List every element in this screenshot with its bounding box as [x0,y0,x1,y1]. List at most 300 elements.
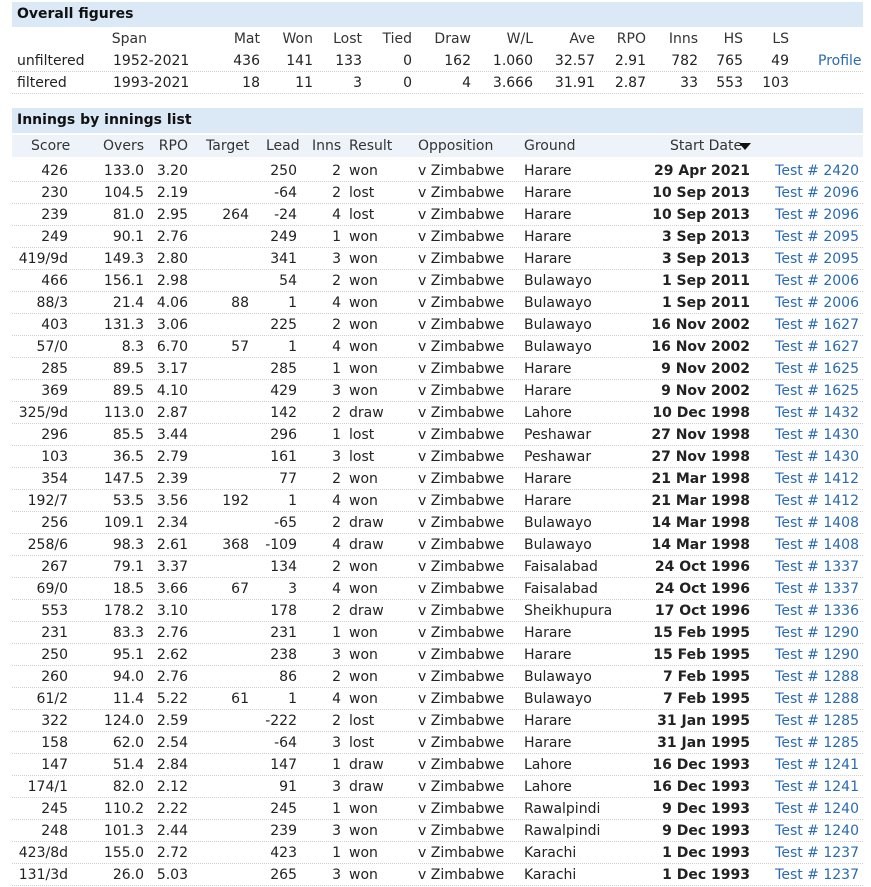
innings-result: won [349,669,378,685]
innings-ground: Harare [524,735,572,751]
overall-hs: 553 [716,75,743,91]
innings-opposition: v Zimbabwe [418,801,505,817]
overall-won: 11 [295,75,313,91]
overall-header-lost: Lost [333,31,362,47]
col-header-start-date[interactable]: Start Date [670,138,743,154]
innings-rpo: 5.22 [156,691,188,707]
innings-ground: Rawalpindi [524,823,601,839]
innings-start-date: 3 Sep 2013 [661,229,750,245]
innings-result: won [349,845,378,861]
innings-result: draw [349,603,384,619]
col-header-score[interactable]: Score [31,138,71,154]
col-header-target[interactable]: Target [206,138,250,154]
innings-test-link[interactable]: Test # 2096 [775,207,859,223]
innings-opposition: v Zimbabwe [418,603,505,619]
innings-rpo: 2.12 [156,779,188,795]
innings-test-link[interactable]: Test # 2006 [775,295,859,311]
overall-wl: 1.060 [492,53,533,69]
innings-ground: Harare [524,185,572,201]
innings-test-link[interactable]: Test # 1241 [775,779,859,795]
innings-overs: 36.5 [112,449,144,465]
innings-overs: 79.1 [112,559,144,575]
innings-rpo: 4.10 [156,383,188,399]
overall-draw: 162 [444,53,471,69]
innings-lead: 86 [279,669,297,685]
overall-ls: 49 [771,53,789,69]
innings-overs: 133.0 [103,163,144,179]
innings-result: draw [349,537,384,553]
innings-overs: 156.1 [103,273,144,289]
innings-lead: 54 [279,273,297,289]
innings-lead: 238 [270,647,297,663]
innings-rpo: 2.59 [156,713,188,729]
innings-ground: Harare [524,207,572,223]
overall-span: 1993-2021 [113,75,190,91]
innings-rpo: 2.76 [156,229,188,245]
innings-start-date: 24 Oct 1996 [654,581,750,597]
overall-header-ave: Ave [569,31,595,47]
innings-score: 245 [41,801,68,817]
innings-list-title: Innings by innings list [12,108,863,133]
innings-score: 285 [41,361,68,377]
innings-lead: 423 [270,845,297,861]
innings-score: 369 [41,383,68,399]
overall-header-draw: Draw [434,31,471,47]
innings-result: won [349,317,378,333]
innings-lead: 134 [270,559,297,575]
innings-lead: -222 [265,713,297,729]
innings-inns: 1 [332,361,341,377]
innings-ground: Harare [524,361,572,377]
innings-inns: 2 [332,471,341,487]
innings-rpo: 5.03 [156,867,188,883]
innings-inns: 3 [332,867,341,883]
innings-ground: Bulawayo [524,317,592,333]
innings-ground: Harare [524,647,572,663]
innings-overs: 26.0 [112,867,144,883]
innings-test-link[interactable]: Test # 1432 [775,405,859,421]
innings-rpo: 4.06 [156,295,188,311]
innings-rpo: 6.70 [156,339,188,355]
innings-opposition: v Zimbabwe [418,537,505,553]
col-header-opposition[interactable]: Opposition [418,138,494,154]
overall-figures-title: Overall figures [12,2,863,27]
innings-result: won [349,801,378,817]
innings-ground: Harare [524,229,572,245]
overall-row-label: unfiltered [17,53,85,69]
innings-inns: 2 [332,559,341,575]
innings-overs: 113.0 [103,405,144,421]
overall-lost: 133 [335,53,362,69]
overall-won: 141 [286,53,313,69]
sort-desc-icon[interactable] [739,143,751,150]
innings-start-date: 31 Jan 1995 [657,713,750,729]
innings-start-date: 16 Dec 1993 [652,779,750,795]
innings-start-date: 14 Mar 1998 [651,537,750,553]
innings-opposition: v Zimbabwe [418,273,505,289]
innings-inns: 2 [332,317,341,333]
innings-ground: Harare [524,493,572,509]
innings-overs: 124.0 [103,713,144,729]
innings-test-link[interactable]: Test # 1412 [775,471,859,487]
innings-score: 426 [41,163,68,179]
innings-rpo: 3.37 [156,559,188,575]
innings-opposition: v Zimbabwe [418,339,505,355]
innings-overs: 89.5 [112,383,144,399]
innings-inns: 2 [332,515,341,531]
innings-score: 403 [41,317,68,333]
innings-ground: Lahore [524,405,572,421]
overall-mat: 436 [233,53,260,69]
innings-opposition: v Zimbabwe [418,867,505,883]
innings-rpo: 3.10 [156,603,188,619]
innings-inns: 1 [332,845,341,861]
innings-score: 260 [41,669,68,685]
innings-test-link[interactable]: Test # 1336 [775,603,859,619]
innings-ground: Faisalabad [524,581,598,597]
innings-test-link[interactable]: Test # 1288 [775,691,859,707]
innings-inns: 2 [332,185,341,201]
innings-start-date: 24 Oct 1996 [654,559,750,575]
innings-lead: 77 [279,471,297,487]
innings-result: won [349,163,378,179]
innings-inns: 3 [332,383,341,399]
innings-result: won [349,295,378,311]
innings-inns: 1 [332,625,341,641]
innings-result: lost [349,449,375,465]
innings-score: 192/7 [27,493,68,509]
innings-overs: 147.5 [103,471,144,487]
innings-test-link[interactable]: Test # 1627 [775,317,859,333]
overall-header-mat: Mat [233,31,260,47]
innings-lead: 231 [270,625,297,641]
innings-start-date: 1 Sep 2011 [661,295,750,311]
innings-opposition: v Zimbabwe [418,383,505,399]
innings-overs: 81.0 [112,207,144,223]
innings-opposition: v Zimbabwe [418,559,505,575]
innings-start-date: 27 Nov 1998 [651,427,750,443]
innings-score: 69/0 [36,581,68,597]
innings-test-link[interactable]: Test # 1240 [775,801,859,817]
col-header-ground[interactable]: Ground [524,138,576,154]
innings-start-date: 16 Dec 1993 [652,757,750,773]
innings-score: 239 [41,207,68,223]
col-header-result[interactable]: Result [349,138,393,154]
overall-tied: 0 [403,53,412,69]
innings-result: lost [349,735,375,751]
innings-score: 466 [41,273,68,289]
innings-lead: 225 [270,317,297,333]
innings-lead: 1 [288,493,297,509]
innings-start-date: 1 Sep 2011 [661,273,750,289]
innings-overs: 83.3 [112,625,144,641]
innings-start-date: 1 Dec 1993 [662,867,750,883]
innings-test-link[interactable]: Test # 1430 [775,427,859,443]
innings-test-link[interactable]: Test # 1241 [775,757,859,773]
innings-start-date: 7 Feb 1995 [663,669,750,685]
innings-inns: 2 [332,669,341,685]
innings-inns: 3 [332,823,341,839]
innings-inns: 4 [332,691,341,707]
innings-test-link[interactable]: Test # 1627 [775,339,859,355]
innings-rpo: 2.72 [156,845,188,861]
innings-test-link[interactable]: Test # 1337 [775,559,859,575]
innings-test-link[interactable]: Test # 1237 [775,867,859,883]
innings-ground: Bulawayo [524,273,592,289]
innings-start-date: 9 Nov 2002 [661,361,750,377]
innings-score: 248 [41,823,68,839]
innings-inns: 4 [332,207,341,223]
innings-inns: 2 [332,603,341,619]
innings-result: draw [349,515,384,531]
overall-inns: 782 [671,53,698,69]
innings-inns: 1 [332,427,341,443]
innings-test-link[interactable]: Test # 1290 [775,647,859,663]
innings-test-link[interactable]: Test # 1408 [775,537,859,553]
innings-test-link[interactable]: Test # 1288 [775,669,859,685]
innings-test-link[interactable]: Test # 1408 [775,515,859,531]
innings-inns: 2 [332,273,341,289]
innings-score: 250 [41,647,68,663]
innings-test-link[interactable]: Test # 2006 [775,273,859,289]
innings-overs: 104.5 [103,185,144,201]
innings-rpo: 2.61 [156,537,188,553]
innings-opposition: v Zimbabwe [418,823,505,839]
innings-test-link[interactable]: Test # 2420 [775,163,859,179]
innings-score: 103 [41,449,68,465]
col-header-rpo[interactable]: RPO [158,138,188,154]
innings-overs: 51.4 [112,757,144,773]
innings-rpo: 2.39 [156,471,188,487]
innings-result: won [349,691,378,707]
innings-inns: 2 [332,713,341,729]
innings-rpo: 2.76 [156,669,188,685]
innings-inns: 2 [332,405,341,421]
innings-opposition: v Zimbabwe [418,735,505,751]
innings-result: won [349,493,378,509]
innings-result: won [349,647,378,663]
innings-test-link[interactable]: Test # 1625 [775,361,859,377]
innings-result: won [349,471,378,487]
innings-score: 174/1 [27,779,68,795]
innings-test-link[interactable]: Test # 2095 [775,229,859,245]
innings-overs: 109.1 [103,515,144,531]
innings-overs: 53.5 [112,493,144,509]
innings-lead: 147 [270,757,297,773]
innings-opposition: v Zimbabwe [418,845,505,861]
innings-start-date: 27 Nov 1998 [651,449,750,465]
innings-target: 264 [222,207,249,223]
innings-opposition: v Zimbabwe [418,669,505,685]
innings-ground: Lahore [524,757,572,773]
innings-lead: 3 [288,581,297,597]
innings-start-date: 21 Mar 1998 [651,471,750,487]
col-header-inns[interactable]: Inns [312,138,342,154]
innings-overs: 90.1 [112,229,144,245]
profile-link[interactable]: Profile [818,53,862,69]
innings-lead: 429 [270,383,297,399]
innings-score: 553 [41,603,68,619]
overall-row-label: filtered [17,75,67,91]
innings-ground: Peshawar [524,449,592,465]
innings-target: 192 [222,493,249,509]
innings-opposition: v Zimbabwe [418,251,505,267]
overall-header-hs: HS [723,31,743,47]
innings-rpo: 2.87 [156,405,188,421]
overall-span: 1952-2021 [113,53,190,69]
overall-mat: 18 [242,75,260,91]
innings-start-date: 9 Nov 2002 [661,383,750,399]
innings-inns: 4 [332,493,341,509]
innings-overs: 82.0 [112,779,144,795]
innings-test-link[interactable]: Test # 2095 [775,251,859,267]
innings-ground: Lahore [524,779,572,795]
innings-opposition: v Zimbabwe [418,581,505,597]
innings-opposition: v Zimbabwe [418,185,505,201]
col-header-lead[interactable]: Lead [266,138,300,154]
innings-start-date: 16 Nov 2002 [651,317,750,333]
innings-score: 322 [41,713,68,729]
innings-rpo: 2.54 [156,735,188,751]
innings-lead: 161 [270,449,297,465]
innings-lead: 91 [279,779,297,795]
innings-score: 419/9d [18,251,68,267]
innings-inns: 4 [332,537,341,553]
innings-opposition: v Zimbabwe [418,713,505,729]
innings-lead: 249 [270,229,297,245]
overall-ls: 103 [762,75,789,91]
innings-test-link[interactable]: Test # 1240 [775,823,859,839]
innings-score: 296 [41,427,68,443]
innings-lead: -64 [274,185,297,201]
innings-lead: 1 [288,295,297,311]
innings-start-date: 15 Feb 1995 [653,647,750,663]
innings-score: 354 [41,471,68,487]
innings-test-link[interactable]: Test # 1430 [775,449,859,465]
innings-opposition: v Zimbabwe [418,647,505,663]
innings-target: 57 [231,339,249,355]
innings-lead: -64 [274,735,297,751]
innings-lead: -24 [274,207,297,223]
innings-ground: Harare [524,625,572,641]
innings-rpo: 2.62 [156,647,188,663]
innings-score: 423/8d [18,845,68,861]
innings-result: lost [349,427,375,443]
overall-header-won: Won [282,31,313,47]
innings-opposition: v Zimbabwe [418,757,505,773]
innings-lead: 296 [270,427,297,443]
innings-score: 131/3d [18,867,68,883]
innings-rpo: 2.34 [156,515,188,531]
innings-ground: Harare [524,713,572,729]
innings-score: 57/0 [36,339,68,355]
innings-result: lost [349,185,375,201]
innings-target: 88 [231,295,249,311]
innings-opposition: v Zimbabwe [418,229,505,245]
innings-overs: 178.2 [103,603,144,619]
innings-test-link[interactable]: Test # 1337 [775,581,859,597]
innings-opposition: v Zimbabwe [418,471,505,487]
innings-rpo: 2.44 [156,823,188,839]
innings-ground: Bulawayo [524,339,592,355]
innings-opposition: v Zimbabwe [418,449,505,465]
innings-rpo: 3.20 [156,163,188,179]
innings-test-link[interactable]: Test # 1285 [775,735,859,751]
innings-result: won [349,625,378,641]
innings-score: 256 [41,515,68,531]
innings-start-date: 15 Feb 1995 [653,625,750,641]
overall-lost: 3 [353,75,362,91]
innings-result: won [349,823,378,839]
innings-ground: Bulawayo [524,669,592,685]
innings-start-date: 10 Sep 2013 [652,207,750,223]
innings-result: won [349,339,378,355]
innings-target: 368 [222,537,249,553]
innings-test-link[interactable]: Test # 1290 [775,625,859,641]
innings-result: lost [349,713,375,729]
innings-test-link[interactable]: Test # 1412 [775,493,859,509]
innings-overs: 21.4 [112,295,144,311]
innings-score: 158 [41,735,68,751]
innings-overs: 85.5 [112,427,144,443]
innings-lead: 265 [270,867,297,883]
innings-inns: 4 [332,581,341,597]
innings-lead: 1 [288,339,297,355]
innings-ground: Harare [524,471,572,487]
innings-opposition: v Zimbabwe [418,515,505,531]
innings-score: 258/6 [27,537,68,553]
innings-test-link[interactable]: Test # 2096 [775,185,859,201]
innings-inns: 3 [332,449,341,465]
innings-ground: Harare [524,163,572,179]
innings-result: won [349,383,378,399]
innings-rpo: 2.22 [156,801,188,817]
innings-start-date: 9 Dec 1993 [662,823,750,839]
innings-test-link[interactable]: Test # 1625 [775,383,859,399]
innings-opposition: v Zimbabwe [418,691,505,707]
overall-header-tied: Tied [382,31,412,47]
innings-ground: Bulawayo [524,295,592,311]
innings-inns: 3 [332,251,341,267]
innings-start-date: 21 Mar 1998 [651,493,750,509]
col-header-overs[interactable]: Overs [103,138,144,154]
innings-overs: 98.3 [112,537,144,553]
innings-test-link[interactable]: Test # 1285 [775,713,859,729]
innings-inns: 1 [332,229,341,245]
innings-test-link[interactable]: Test # 1237 [775,845,859,861]
innings-rpo: 2.19 [156,185,188,201]
innings-rpo: 2.79 [156,449,188,465]
innings-target: 61 [231,691,249,707]
innings-start-date: 16 Nov 2002 [651,339,750,355]
innings-opposition: v Zimbabwe [418,493,505,509]
innings-overs: 62.0 [112,735,144,751]
innings-overs: 155.0 [103,845,144,861]
innings-lead: -65 [274,515,297,531]
innings-result: lost [349,207,375,223]
innings-start-date: 10 Dec 1998 [652,405,750,421]
innings-overs: 89.5 [112,361,144,377]
innings-rpo: 3.56 [156,493,188,509]
innings-ground: Rawalpindi [524,801,601,817]
innings-start-date: 29 Apr 2021 [654,163,750,179]
innings-ground: Bulawayo [524,537,592,553]
innings-result: draw [349,757,384,773]
overall-header-inns: Inns [668,31,698,47]
innings-lead: -109 [265,537,297,553]
innings-lead: 245 [270,801,297,817]
overall-header-wl: W/L [506,31,533,47]
